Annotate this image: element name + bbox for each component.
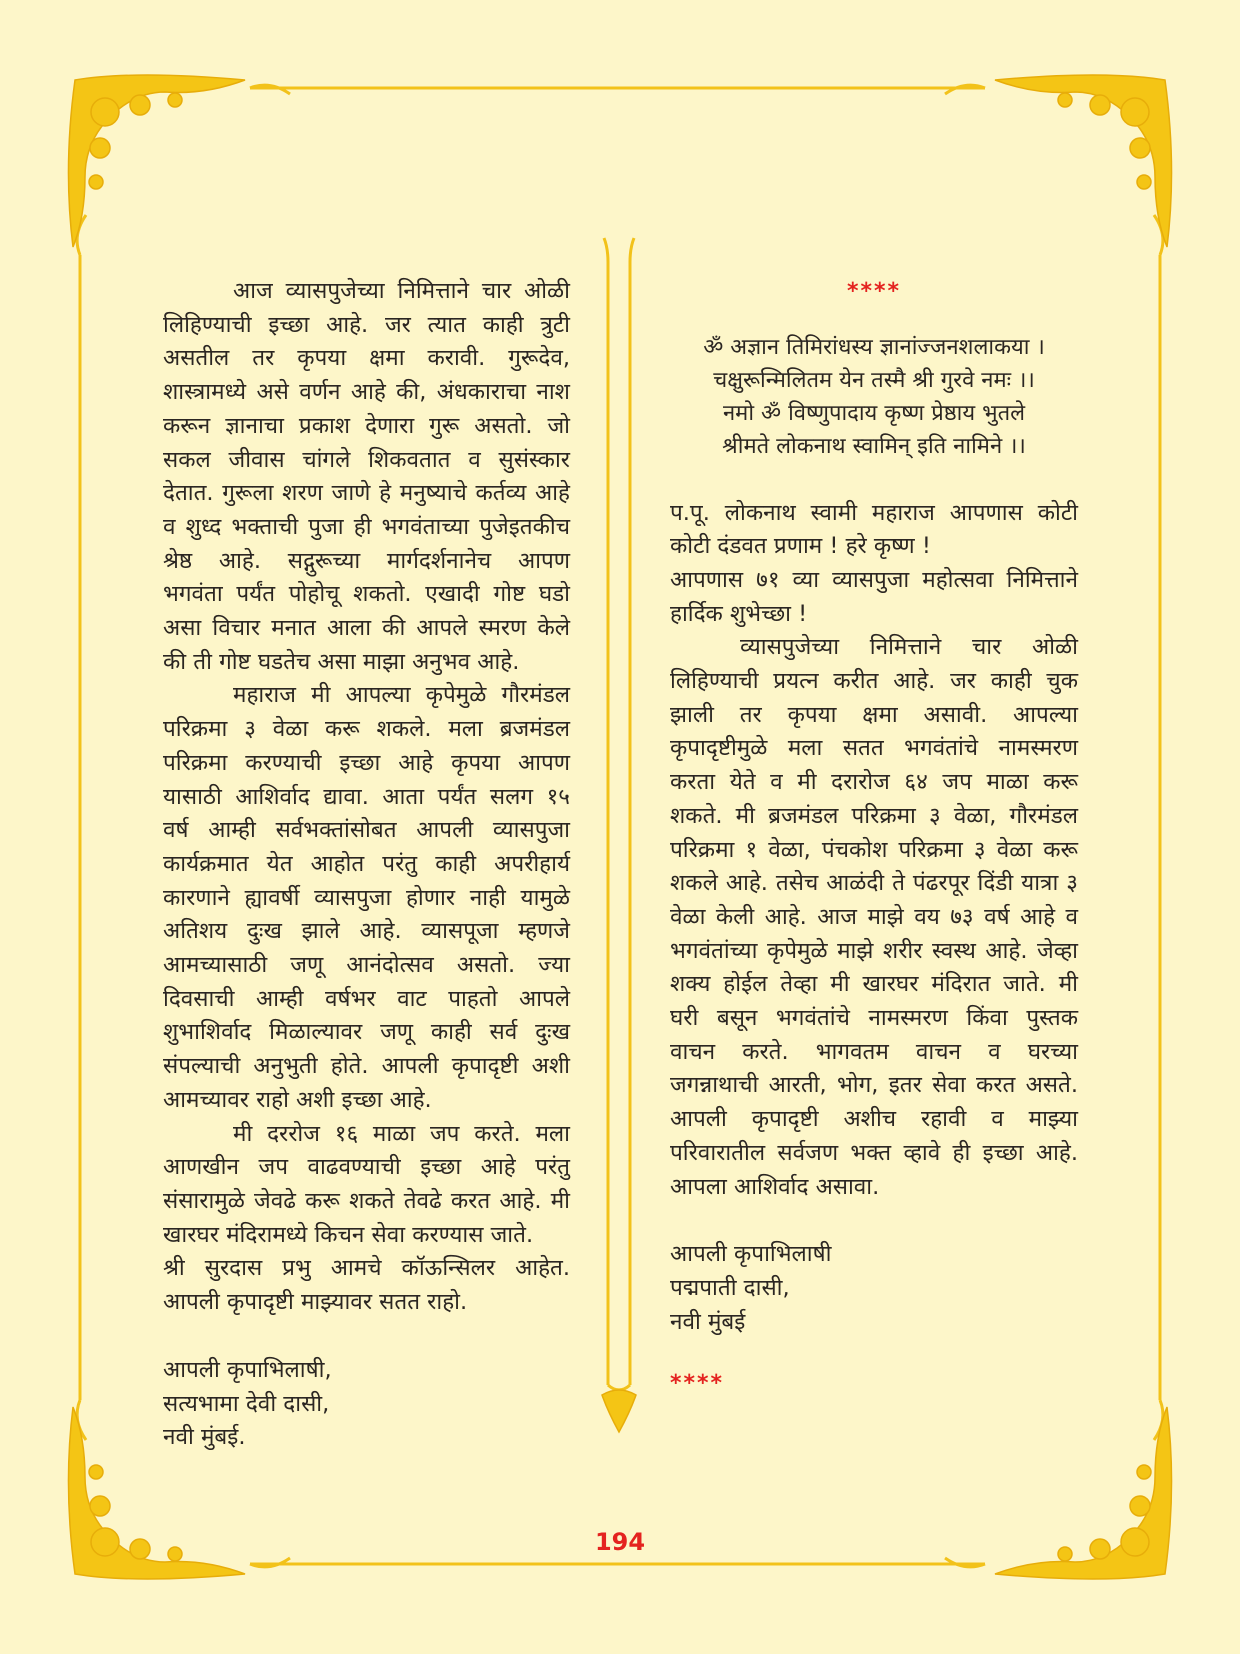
left-column (163, 275, 570, 1455)
text-line: वाचन करते. भागवतम वाचन व घरच्या (670, 1038, 1078, 1065)
text-line: शकते. मी ब्रजमंडल परिक्रमा ३ वेळा, गौरमंडल (670, 802, 1078, 829)
right-column (670, 275, 1078, 1401)
text-line: आमच्यावर राहो अशी इच्छा आहे. (163, 1086, 432, 1113)
text-line: खारघर मंदिरामध्ये किचन सेवा करण्यास जाते. (163, 1221, 534, 1248)
page-number: 194 (594, 1528, 646, 1556)
text-line: कार्यक्रमात येत आहोत परंतु काही अपरीहार्य (163, 850, 570, 877)
signature-line: नवी मुंबई. (163, 1424, 246, 1451)
text-line: संसारामुळे जेवढे करू शकते तेवढे करत आहे. मी (163, 1187, 570, 1214)
verse-line: नमो ॐ विष्णुपादाय कृष्ण प्रेष्ठाय भुतले (722, 401, 1026, 427)
text-line: करता येते व मी दरारोज ६४ जप माळा करू (670, 769, 1078, 796)
text-line: भगवंतांच्या कृपेमुळे माझे शरीर स्वस्थ आहे. जेव्हा (670, 937, 1078, 964)
text-line: श्री सुरदास प्रभु आमचे कॉऊन्सिलर आहेत. (163, 1255, 570, 1282)
corner-ornament-top-left-icon (68, 75, 245, 247)
text-line: आपली कृपादृष्टी माझ्यावर सतत राहो. (163, 1289, 468, 1316)
text-line: परिवारातील सर्वजण भक्त व्हावे ही इच्छा आहे. (670, 1139, 1078, 1166)
text-line: असा विचार मनात आला की आपले स्मरण केले (163, 615, 570, 642)
text-line: मी दररोज १६ माळा जप करते. मला (233, 1120, 570, 1147)
text-line: शुभाशिर्वाद मिळाल्यावर जणू काही सर्व दुःख (163, 1019, 570, 1046)
verse-line: ॐ अज्ञान तिमिरांधस्य ज्ञानांज्जनशलाकया । (703, 334, 1045, 360)
text-line: असतील तर कृपया क्षमा करावी. गुरूदेव, (163, 345, 570, 372)
stars-divider-bottom: **** (670, 1371, 725, 1397)
text-line: शकले आहे. तसेच आळंदी ते पंढरपूर दिंडी यात्रा ३ (670, 870, 1078, 897)
signature-line: आपली कृपाभिलाषी, (163, 1356, 332, 1383)
text-line: अतिशय दुःख झाले आहे. व्यासपूजा म्हणजे (163, 918, 570, 945)
text-line: परिक्रमा ३ वेळा करू शकले. मला ब्रजमंडल (163, 716, 570, 743)
text-line: कोटी दंडवत प्रणाम ! हरे कृष्ण ! (670, 533, 931, 560)
text-line: आणखीन जप वाढवण्याची इच्छा आहे परंतु (163, 1154, 570, 1181)
text-line: सकल जीवास चांगले शिकवतात व सुसंस्कार (163, 446, 570, 473)
text-line: हार्दिक शुभेच्छा ! (670, 600, 808, 627)
signature-line: सत्यभामा देवी दासी, (163, 1390, 330, 1417)
text-line: प.पू. लोकनाथ स्वामी महाराज आपणास कोटी (670, 499, 1078, 526)
text-line: जगन्नाथाची आरती, भोग, इतर सेवा करत असते. (670, 1072, 1078, 1099)
text-line: कारणाने ह्यावर्षी व्यासपुजा होणार नाही यामुळे (163, 884, 570, 911)
text-line: कृपादृष्टीमुळे मला सतत भगवंतांचे नामस्मरण (670, 735, 1078, 762)
signature-line: आपली कृपाभिलाषी (670, 1241, 832, 1268)
signature-line: नवी मुंबई (670, 1308, 746, 1335)
text-line: शास्त्रामध्ये असे वर्णन आहे की, अंधकाराचा नाश (163, 379, 570, 406)
text-line: लिहिण्याची प्रयत्न करीत आहे. जर काही चुक (670, 668, 1078, 695)
text-line: व्यासपुजेच्या निमित्ताने चार ओळी (740, 634, 1078, 661)
text-line: वेळा केली आहे. आज माझे वय ७३ वर्ष आहे व (670, 903, 1078, 930)
text-line: आपली कृपादृष्टी अशीच रहावी व माझ्या (670, 1106, 1078, 1133)
text-line: परिक्रमा १ वेळा, पंचकोश परिक्रमा ३ वेळा करू (670, 836, 1078, 863)
verse-line: चक्षुरून्मिलितम येन तस्मै श्री गुरवे नमः ।। (713, 367, 1035, 393)
text-line: लिहिण्याची इच्छा आहे. जर त्यात काही त्रुटी (163, 311, 570, 338)
text-line: झाली तर कृपया क्षमा असावी. आपल्या (670, 701, 1078, 728)
text-line: दिवसाची आम्ही वर्षभर वाट पाहतो आपले (163, 985, 570, 1012)
center-divider-drop-icon (602, 1390, 636, 1432)
stars-divider-top: **** (846, 279, 902, 304)
text-line: आज व्यासपुजेच्या निमित्ताने चार ओळी (233, 278, 570, 304)
text-line: महाराज मी आपल्या कृपेमुळे गौरमंडल (233, 682, 570, 709)
text-line: श्रेष्ठ आहे. सद्गुरूच्या मार्गदर्शनानेच आपण (163, 547, 570, 574)
verse-line: श्रीमते लोकनाथ स्वामिन् इति नामिने ।। (722, 434, 1026, 460)
text-line: भगवंता पर्यंत पोहोचू शकतो. एखादी गोष्ट घडो (163, 581, 570, 608)
corner-ornament-top-right-icon (995, 75, 1172, 247)
text-line: परिक्रमा करण्याची इच्छा आहे कृपया आपण (163, 749, 570, 776)
text-line: आमच्यासाठी जणू आनंदोत्सव असतो. ज्या (163, 952, 570, 979)
text-line: व शुध्द भक्ताची पुजा ही भगवंताच्या पुजेइतकीच (163, 513, 570, 540)
text-line: वर्ष आम्ही सर्वभक्तांसोबत आपली व्यासपुजा (163, 817, 570, 844)
center-divider-tilak-icon (604, 238, 634, 1390)
text-line: देतात. गुरूला शरण जाणे हे मनुष्याचे कर्तव्य आहे (163, 480, 570, 507)
text-line: यासाठी आशिर्वाद द्यावा. आता पर्यंत सलग १५ (163, 783, 570, 810)
text-line: आपला आशिर्वाद असावा. (670, 1173, 880, 1200)
text-line: घरी बसून भगवंतांचे नामस्मरण किंवा पुस्तक (670, 1005, 1078, 1032)
text-line: आपणास ७१ व्या व्यासपुजा महोत्सवा निमित्ताने (670, 566, 1078, 593)
text-line: की ती गोष्ट घडतेच असा माझा अनुभव आहे. (163, 648, 520, 675)
text-line: संपल्याची अनुभुती होते. आपली कृपादृष्टी अशी (163, 1053, 570, 1080)
signature-line: पद्मपाती दासी, (670, 1274, 790, 1301)
text-line: शक्य होईल तेव्हा मी खारघर मंदिरात जाते. मी (670, 971, 1078, 998)
text-line: करून ज्ञानाचा प्रकाश देणारा गुरू असतो. जो (163, 412, 570, 439)
